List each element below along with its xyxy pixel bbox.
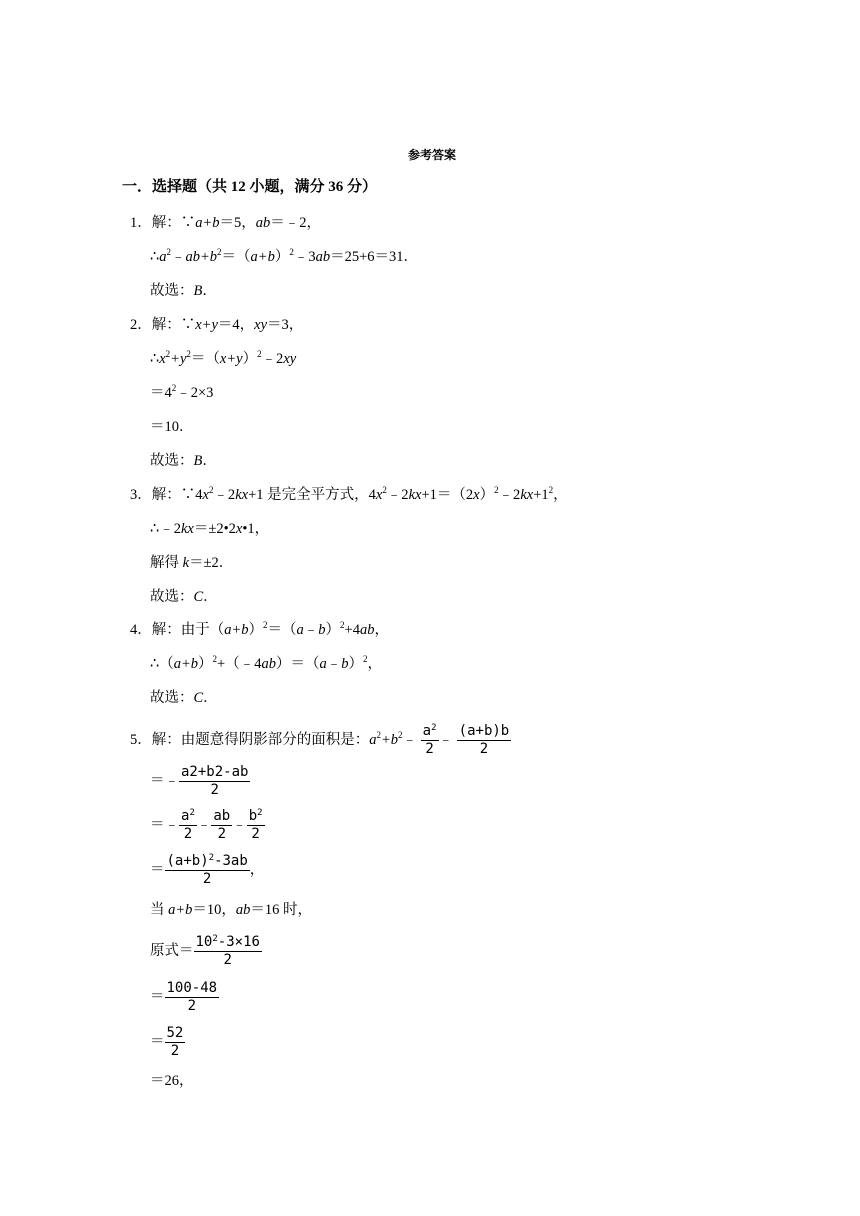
fraction: $\frac{a2+b2-ab}{2}$ — [181, 764, 249, 799]
q4-line-2: $\therefore(a+b)^2+(﹣4ab)=(a﹣b)^2$， — [150, 654, 382, 672]
q2-line-3: $=4^2﹣2\times 3$ — [150, 383, 214, 401]
q1-line-2: $\therefore a^2﹣ab+b^2=(a+b)^2﹣3ab=25+6=31$． — [150, 247, 419, 265]
q4-line-1: 4．解：由于$(a+b)^2=(a﹣b)^2+4ab$， — [130, 620, 389, 638]
q5-line-3: ＝﹣ $\frac{a^2}{2}$ ﹣ $\frac{ab}{2}$ ﹣ $\frac{b^2}{2}$ — [150, 808, 263, 843]
fraction: $\frac{a^2}{2}$ — [422, 723, 437, 758]
q3-line-1: 3．解：$\because 4x^2﹣2kx+1$ 是完全平方式，$4x^2﹣2kx+1=(2x)^2﹣2kx+1^2$， — [130, 485, 568, 503]
q3-line-3: 解得 k＝±2． — [150, 555, 234, 571]
q5-line-5: 当 a+b＝10，ab＝16 时， — [150, 902, 313, 918]
q1-line-1: 1．解：∵a+b＝5，ab＝﹣2， — [130, 215, 322, 231]
q1-answer: 故选：B． — [150, 283, 217, 299]
q5-line-9: ＝26， — [150, 1073, 194, 1089]
q5-line-1: 5．解：由题意得阴影部分的面积是：$a^2+b^2﹣$ $\frac{a^2}{2}$ ﹣ $\frac{(a+b)b}{2}$ — [130, 723, 510, 758]
section-heading: 一．选择题（共 12 小题，满分 36 分） — [122, 179, 378, 195]
q5-line-7: ＝ $\frac{100-48}{2}$ — [150, 980, 218, 1015]
q4-answer: 故选：C． — [150, 690, 218, 706]
fraction: $\frac{10^2-3\times 16}{2}$ — [195, 934, 260, 969]
fraction: $\frac{a^2}{2}$ — [181, 808, 195, 843]
q5-line-8: ＝ $\frac{52}{2}$ — [150, 1025, 184, 1060]
q3-answer: 故选：C． — [150, 589, 218, 605]
fraction: $\frac{52}{2}$ — [166, 1025, 184, 1060]
q5-line-2: ＝﹣ $\frac{a2+b2-ab}{2}$ — [150, 764, 249, 799]
fraction: $\frac{b^2}{2}$ — [248, 808, 263, 843]
q3-line-2: ∴﹣2kx＝±2•2x•1， — [150, 521, 270, 537]
q5-line-4: ＝ $\frac{(a+b)^2-3ab}{2}$ ， — [150, 853, 265, 888]
q2-line-4: ＝10． — [150, 419, 194, 435]
fraction: $\frac{(a+b)b}{2}$ — [458, 723, 510, 758]
fraction: $\frac{ab}{2}$ — [213, 808, 231, 843]
q2-answer: 故选：B． — [150, 453, 217, 469]
page-title: 参考答案 — [408, 148, 457, 162]
fraction: $\frac{(a+b)^2-3ab}{2}$ — [166, 853, 248, 888]
q2-line-1: 2．解：∵x+y＝4，xy＝3， — [130, 317, 304, 333]
q2-line-2: $\therefore x^2+y^2=(x+y)^2﹣2xy$ — [150, 349, 297, 367]
q5-line-6: 原式＝ $\frac{10^2-3\times 16}{2}$ — [150, 934, 260, 969]
fraction: $\frac{100-48}{2}$ — [166, 980, 218, 1015]
